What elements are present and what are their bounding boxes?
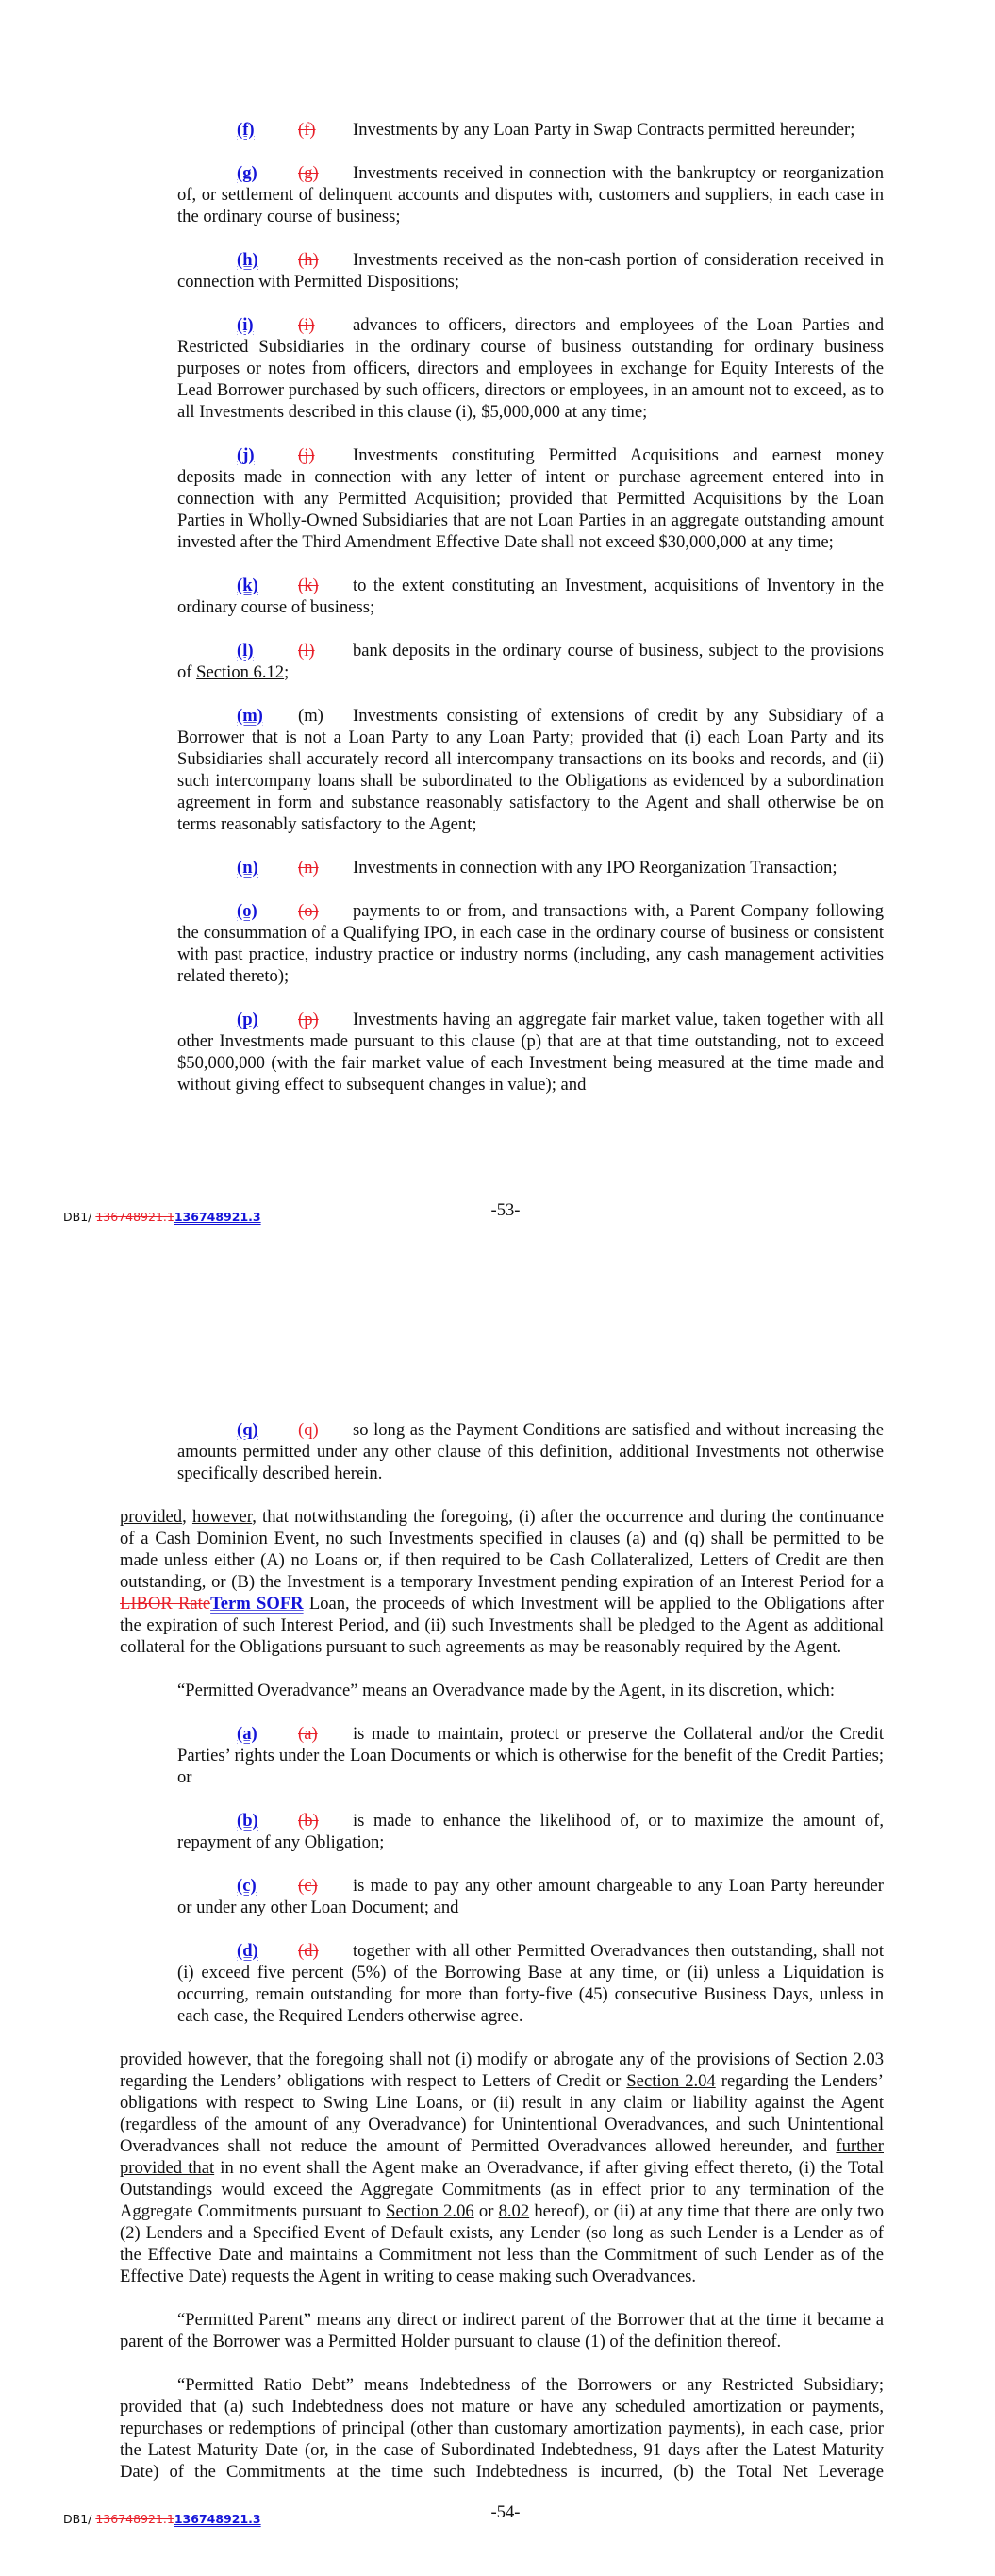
page-body xyxy=(0,119,995,1096)
clause-label-deleted: (h) xyxy=(298,250,319,270)
clause-label-deleted: (k) xyxy=(298,576,319,595)
clause-item xyxy=(177,119,884,141)
clause-text: in no event shall the Agent make an Overadvance, if after giving effect thereto, (i) the Total Outstandings would exceed the Aggregate Commitments (as in effect prior to any termination of the Aggregate Commitments pursuant to xyxy=(120,2158,884,2221)
clause-label-deleted: (n) xyxy=(298,858,319,878)
clause-label-inserted: (a) xyxy=(237,1724,257,1744)
inserted-text: Term SOFR xyxy=(210,1594,304,1614)
deleted-text: LIBOR Rate xyxy=(120,1594,211,1614)
paragraph xyxy=(120,2049,884,2287)
clause-text: Investments consisting of extensions of credit by any Subsidiary of a Borrower that is not a Loan Party to any Loan Party; provided that (i) each Loan Party and its Subsidiaries shall accurately record all intercompany transactions on its books and records, and (ii) such intercompany loans shall be subordinated to the Obligations as evidenced by a subordination agreement in form and substance reasonably satisfactory to the Agent and shall otherwise be on terms reasonably satisfactory to the Agent; xyxy=(177,706,884,834)
paragraph xyxy=(120,1506,884,1658)
clause-item xyxy=(177,1940,884,2027)
clause-label-deleted: (p) xyxy=(298,1010,319,1029)
clause-label-inserted: (k) xyxy=(237,576,258,595)
clause-label-inserted: (o) xyxy=(237,901,257,921)
clause-item xyxy=(177,444,884,553)
clause-label-inserted: (h) xyxy=(237,250,258,270)
clause-text: payments to or from, and transactions with, a Parent Company following the consummation of a Qualifying IPO, in each case in the ordinary course of business or consistent with past practice, industry practice or industry norms (including, any cash management activities related thereto); xyxy=(177,901,884,986)
clause-text: Investments having an aggregate fair market value, taken together with all other Investments made pursuant to this clause (p) that are at that time outstanding, not to exceed $50,000,000 (with the fair market value of each Investment being measured at the time made and without giving effect to subsequent changes in value); and xyxy=(177,1010,884,1095)
clause-text: , that notwithstanding the foregoing, (i) after the occurrence and during the continuance of a Cash Dominion Event, no such Investments specified in clauses (a) and (q) shall be permitted to be made unless either (A) no Loans or, if then required to be Cash Collateralized, Letters of Credit are then outstanding, or (B) the Investment is a temporary Investment pending expiration of an Interest Period for a xyxy=(120,1507,885,1592)
clause-text: Investments constituting Permitted Acquisitions and earnest money deposits made in connection with any letter of intent or purchase agreement entered into in connection with any Permitted Acquisition; provided that Permitted Acquisitions by the Loan Parties in Wholly-Owned Subsidiaries that are not Loan Parties in an aggregate outstanding amount invested after the Third Amendment Effective Date shall not exceed $30,000,000 at any time; xyxy=(177,445,884,552)
clause-label-deleted: (g) xyxy=(298,163,319,183)
page-number: -53- xyxy=(490,1200,521,1220)
clause-label-deleted: (c) xyxy=(298,1876,318,1896)
clause-label-deleted: (f) xyxy=(298,120,316,140)
clause-item xyxy=(177,575,884,618)
underlined-text: Section 2.04 xyxy=(626,2071,716,2091)
clause-text: so long as the Payment Conditions are satisfied and without increasing the amounts permitted under any other clause of this definition, additional Investments not otherwise specifically described herein. xyxy=(177,1420,884,1483)
page-53 xyxy=(0,119,995,1117)
clause-item xyxy=(177,640,884,683)
clause-text: Investments received as the non-cash portion of consideration received in connection with Permitted Dispositions; xyxy=(177,250,884,292)
clause-text: ; xyxy=(284,662,290,682)
doc-id-prefix: DB1/ xyxy=(63,1210,96,1224)
clause-label-inserted: (p) xyxy=(237,1010,258,1029)
clause-label-inserted: (d) xyxy=(237,1941,258,1961)
clause-text: advances to officers, directors and employees of the Loan Parties and Restricted Subsidiaries in the ordinary course of business outstanding for ordinary business purposes or notes from officers, directors and employees in exchange for Equity Interests of the Lead Borrower purchased by such officers, directors or employees, in an amount not to exceed, as to all Investments described in this clause (i), $5,000,000 at any time; xyxy=(177,315,884,422)
underlined-text: provided xyxy=(120,1507,183,1527)
clause-text: Investments received in connection with the bankruptcy or reorganization of, or settlement of delinquent accounts and disputes with, customers and suppliers, in each case in the ordinary course of business; xyxy=(177,163,884,226)
clause-item xyxy=(177,314,884,423)
doc-id-deleted: 136748921.1 xyxy=(95,2512,174,2526)
clause-label-deleted: (o) xyxy=(298,901,319,921)
clause-text: Loan, the proceeds of which Investment will be applied to the Obligations after the expiration of such Interest Period, and (ii) such Investments shall be pledged to the Agent as additional collateral for the Obligations pursuant to such agreements as may be reasonably required by the Agent. xyxy=(120,1594,884,1657)
clause-text: is made to maintain, protect or preserve the Collateral and/or the Credit Parties’ rights under the Loan Documents or which is otherwise for the benefit of the Credit Parties; or xyxy=(177,1724,884,1787)
clause-text: , xyxy=(182,1507,192,1527)
clause-label-deleted: (a) xyxy=(298,1724,318,1744)
paragraph xyxy=(120,2309,884,2352)
underlined-text: 8.02 xyxy=(498,2201,530,2221)
clause-label: (m) xyxy=(298,706,323,726)
clause-label-inserted: (j) xyxy=(237,445,255,465)
clause-text: Investments in connection with any IPO Reorganization Transaction; xyxy=(353,858,837,878)
clause-item xyxy=(177,1810,884,1853)
page-number: -54- xyxy=(490,2502,521,2522)
clause-item xyxy=(177,1009,884,1096)
clause-item xyxy=(177,1419,884,1484)
clause-text: regarding the Lenders’ obligations with respect to Swing Line Loans, or (ii) result in any claim or liability against the Agent (regardless of the amount of any Overadvance) for Unintentional Overadvances, and such Unintentional Overadvances shall not reduce the amount of Permitted Overadvances allowed hereunder, and xyxy=(120,2071,884,2156)
clause-label-inserted: (c) xyxy=(237,1876,257,1896)
clause-label-inserted: (b) xyxy=(237,1811,258,1831)
clause-item xyxy=(177,249,884,293)
clause-text: together with all other Permitted Overadvances then outstanding, shall not (i) exceed five percent (5%) of the Borrowing Base at any time, or (ii) unless a Liquidation is occurring, remain outstanding for more than forty-five (45) consecutive Business Days, unless in each case, the Required Lenders otherwise agree. xyxy=(177,1941,884,2026)
clause-label-deleted: (j) xyxy=(298,445,315,465)
clause-item xyxy=(177,1723,884,1788)
clause-item xyxy=(177,857,884,878)
paragraph xyxy=(120,2374,884,2483)
page-body xyxy=(0,1419,995,2483)
clause-text: , that the foregoing shall not (i) modify or abrogate any of the provisions of xyxy=(247,2049,795,2069)
clause-item xyxy=(177,705,884,835)
clause-label-inserted: (n) xyxy=(237,858,258,878)
clause-text: “Permitted Ratio Debt” means Indebtedness of the Borrowers or any Restricted Subsidiary; provided that (a) such Indebtedness does not mature or have any scheduled amortization or payments, repurchases or redemptions of principal (other than customary amortization payments), in each case, prior the Latest Maturity Date (or, in the case of Subordinated Indebtedness, 91 days after the Latest Maturity Date) of the Commitments at the time such Indebtedness is incurred, (b) the Total Net Leverage xyxy=(120,2375,884,2482)
doc-id-inserted: 136748921.3 xyxy=(174,1210,261,1224)
clause-label-deleted: (q) xyxy=(298,1420,319,1440)
clause-text: Investments by any Loan Party in Swap Contracts permitted hereunder; xyxy=(353,120,855,140)
underlined-text: Section 6.12 xyxy=(196,662,285,682)
underlined-text: however xyxy=(191,1507,253,1527)
clause-item xyxy=(177,1875,884,1918)
doc-id-deleted: 136748921.1 xyxy=(95,1210,174,1224)
clause-label-inserted: (f) xyxy=(237,120,255,140)
clause-label-inserted: (m) xyxy=(237,706,263,726)
clause-text: regarding the Lenders’ obligations with respect to Letters of Credit or xyxy=(120,2071,627,2091)
clause-text: is made to enhance the likelihood of, or to maximize the amount of, repayment of any Obligation; xyxy=(177,1811,884,1852)
clause-text: bank deposits in the ordinary course of business, subject to the provisions of xyxy=(177,641,884,682)
underlined-text: Section 2.06 xyxy=(386,2201,474,2221)
clause-text: “Permitted Overadvance” means an Overadvance made by the Agent, in its discretion, which: xyxy=(177,1681,836,1700)
paragraph xyxy=(120,1680,884,1701)
clause-text: or xyxy=(473,2201,499,2221)
clause-label-deleted: (l) xyxy=(298,641,315,661)
doc-id-inserted: 136748921.3 xyxy=(174,2512,261,2526)
underlined-text: Section 2.03 xyxy=(794,2049,885,2069)
page-footer xyxy=(0,2502,995,2531)
clause-label-inserted: (i) xyxy=(237,315,254,335)
clause-label-inserted: (q) xyxy=(237,1420,258,1440)
underlined-text: provided however xyxy=(120,2049,248,2069)
page-footer xyxy=(0,1200,995,1229)
clause-text: “Permitted Parent” means any direct or indirect parent of the Borrower that at the time it became a parent of the Borrower was a Permitted Holder pursuant to clause (1) of the definition thereof. xyxy=(120,2310,884,2351)
underlined-text: further provided that xyxy=(120,2136,884,2178)
page-54 xyxy=(0,1419,995,2504)
clause-item xyxy=(177,900,884,987)
clause-text: to the extent constituting an Investment, acquisitions of Inventory in the ordinary course of business; xyxy=(177,576,884,617)
clause-item xyxy=(177,162,884,227)
doc-id-prefix: DB1/ xyxy=(63,2512,96,2526)
clause-label-inserted: (g) xyxy=(237,163,257,183)
clause-label-deleted: (d) xyxy=(298,1941,319,1961)
clause-label-deleted: (i) xyxy=(298,315,315,335)
clause-text: is made to pay any other amount chargeable to any Loan Party hereunder or under any other Loan Document; and xyxy=(177,1876,884,1917)
clause-text: hereof), or (ii) at any time that there are only two (2) Lenders and a Specified Event of Default exists, any Lender (so long as such Lender is a Lender as of the Effective Date and maintains a Commitment not less than the Commitment of such Lender as of the Effective Date) requests the Agent in writing to cease making such Overadvances. xyxy=(120,2201,884,2286)
clause-label-inserted: (l) xyxy=(237,641,254,661)
clause-label-deleted: (b) xyxy=(298,1811,319,1831)
